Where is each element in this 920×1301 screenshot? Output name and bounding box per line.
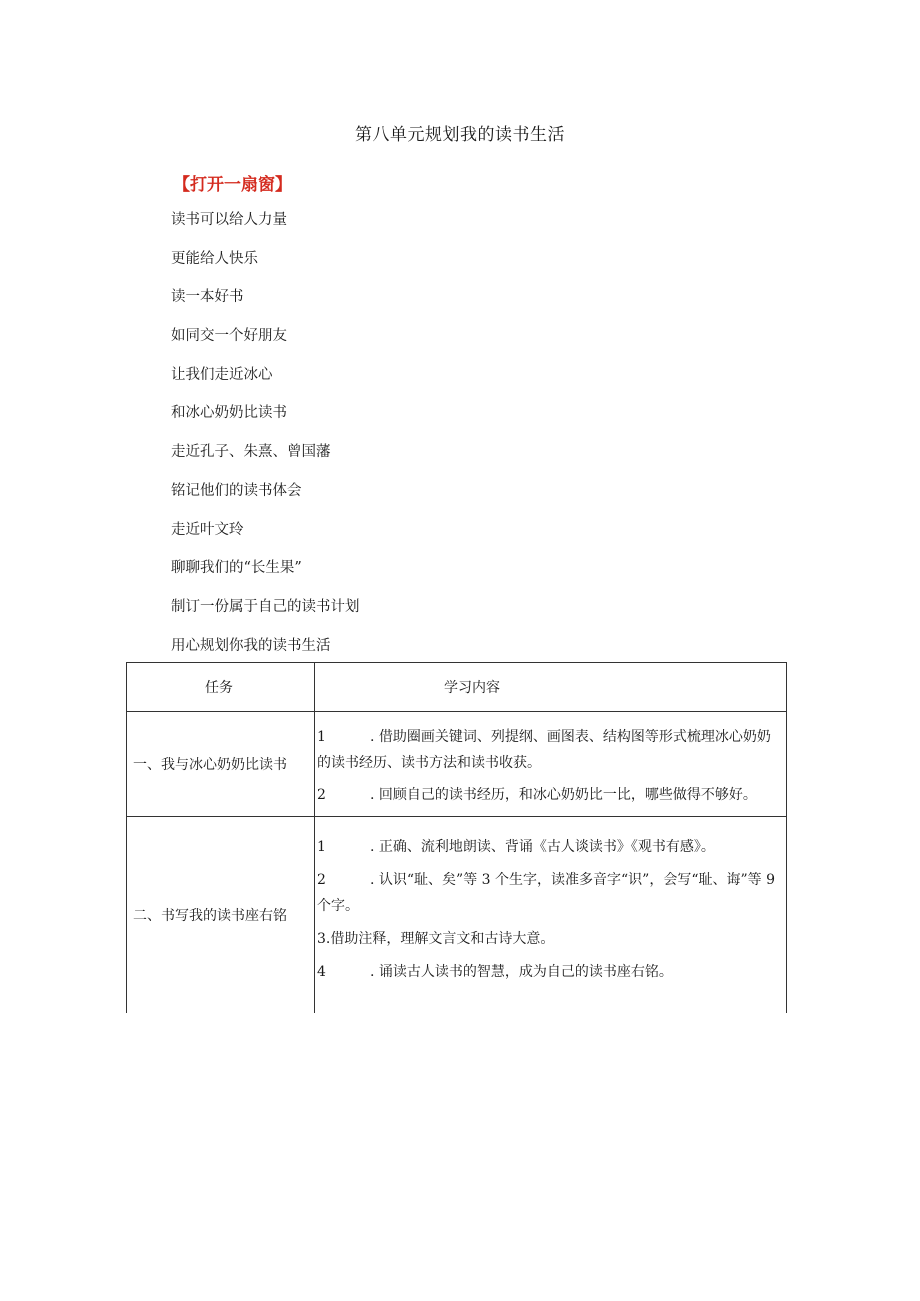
poem-line: 如同交一个好朋友: [171, 328, 287, 345]
item-text: . 认识“耻、矣”等 3 个生字，读准多音字“识”，会写“耻、诲”等 9 个字。: [317, 872, 776, 914]
poem-lines: [171, 209, 360, 673]
content-item: [317, 834, 784, 860]
poem-line: 读书可以给人力量: [171, 212, 287, 228]
task-cell: 二、书写我的读书座右铭: [127, 817, 315, 1014]
content-item: [317, 926, 784, 952]
poem-line: 用心规划你我的读书生活: [171, 637, 331, 654]
content-item: [317, 782, 784, 808]
poem-line: 让我们走近冰心: [171, 366, 273, 383]
content-item: [317, 867, 784, 919]
table-header-row: [127, 663, 787, 712]
poem-line: 制订一份属于自己的读书计划: [171, 598, 360, 615]
item-text: . 借助圈画关键词、列提纲、画图表、结构图等形式梳理冰心奶奶的读书经历、读书方法和读书收获。: [317, 729, 771, 771]
poem-line: 和冰心奶奶比读书: [171, 405, 287, 422]
item-text: 借助注释，理解文言文和古诗大意。: [330, 931, 555, 947]
item-number: 1: [317, 729, 326, 745]
task-table: [126, 662, 787, 1013]
item-number: 4: [317, 964, 326, 980]
content-item: [317, 724, 784, 776]
content-item: [317, 959, 784, 985]
section-heading: 【打开一扇窗】: [173, 175, 292, 195]
poem-line: 走近孔子、朱熹、曾国藩: [171, 444, 331, 461]
header-task: 任务: [127, 663, 315, 712]
header-content: 学习内容: [315, 663, 787, 712]
content-cell: [315, 817, 787, 1014]
poem-line: 铭记他们的读书体会: [171, 482, 302, 499]
item-number: 3.: [317, 931, 331, 947]
item-number: 2: [317, 872, 326, 888]
table-row: [127, 712, 787, 817]
poem-line: 读一本好书: [171, 289, 244, 306]
content-cell: [315, 712, 787, 817]
item-number: 2: [317, 787, 326, 803]
page-title: 第八单元规划我的读书生活: [355, 125, 565, 145]
item-number: 1: [317, 839, 326, 855]
item-text: . 正确、流利地朗读、背诵《古人谈读书》《观书有感》。: [370, 839, 715, 855]
item-text: . 回顾自己的读书经历，和冰心奶奶比一比，哪些做得不够好。: [370, 787, 757, 803]
poem-line: 更能给人快乐: [171, 250, 258, 267]
poem-line: 聊聊我们的“长生果”: [171, 560, 302, 577]
task-cell: 一、我与冰心奶奶比读书: [127, 712, 315, 817]
table-row: [127, 817, 787, 1014]
item-text: . 诵读古人读书的智慧，成为自己的读书座右铭。: [370, 964, 673, 980]
poem-line: 走近叶文玲: [171, 521, 244, 538]
